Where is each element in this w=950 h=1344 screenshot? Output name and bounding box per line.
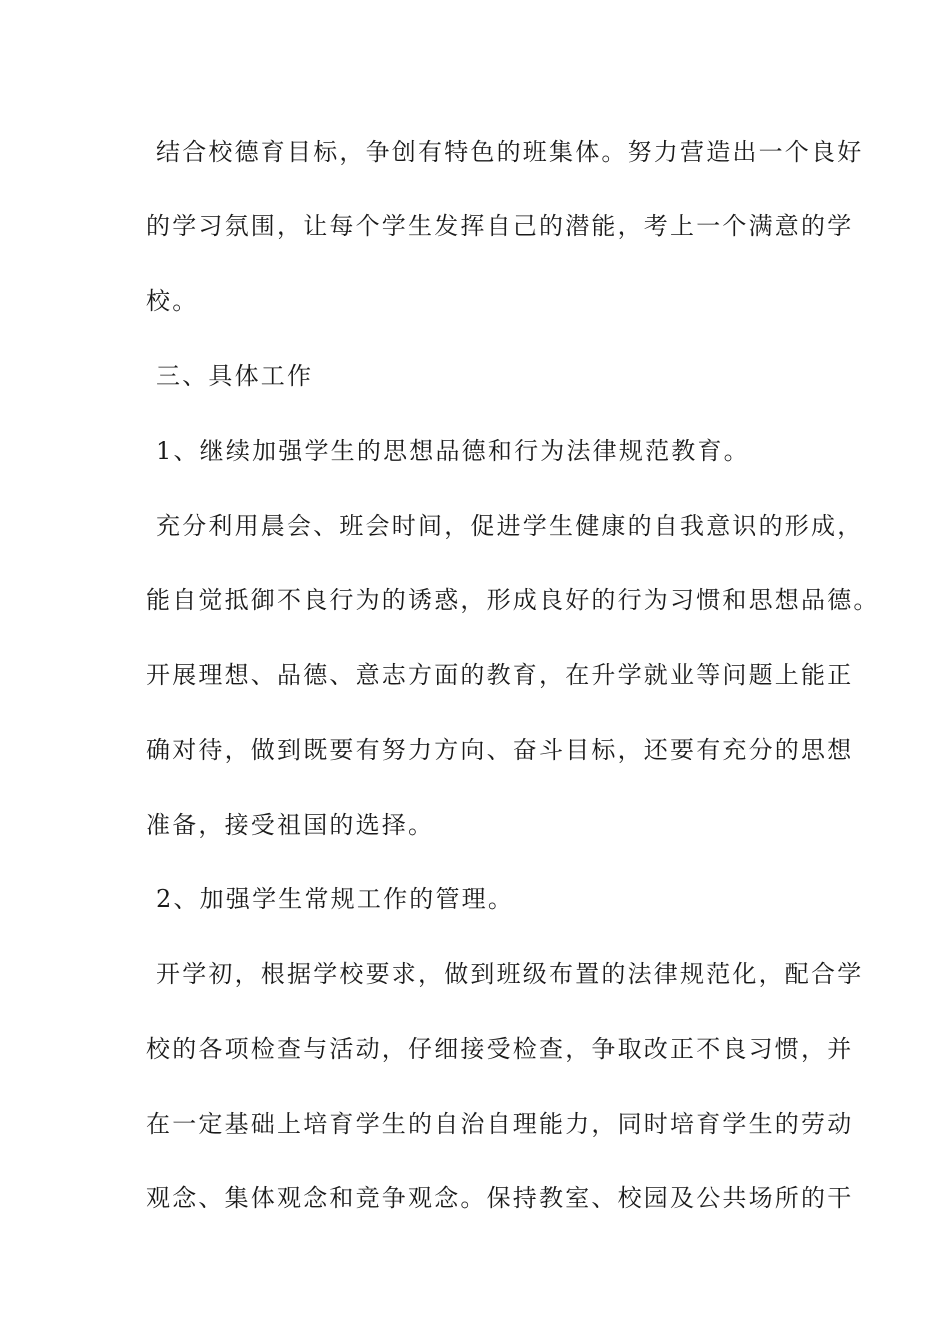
paragraph-line: 准备，接受祖国的选择。: [146, 811, 435, 839]
paragraph-line: 观念、集体观念和竞争观念。保持教室、校园及公共场所的干: [146, 1184, 854, 1212]
paragraph-line: 开展理想、品德、意志方面的教育，在升学就业等问题上能正: [146, 661, 854, 689]
paragraph-line: 确对待，做到既要有努力方向、奋斗目标，还要有充分的思想: [146, 736, 854, 764]
paragraph-line: 的学习氛围，让每个学生发挥自己的潜能，考上一个满意的学: [146, 212, 854, 240]
paragraph-line: 在一定基础上培育学生的自治自理能力，同时培育学生的劳动: [146, 1110, 854, 1138]
subsection-heading: 1、继续加强学生的思想品德和行为法律规范教育。: [156, 437, 750, 465]
paragraph-line: 结合校德育目标，争创有特色的班集体。努力营造出一个良好: [156, 138, 864, 166]
paragraph-line: 校。: [146, 287, 199, 315]
section-heading: 三、具体工作: [156, 362, 314, 390]
paragraph-line: 校的各项检查与活动，仔细接受检查，争取改正不良习惯，并: [146, 1035, 854, 1063]
paragraph-line: 开学初，根据学校要求，做到班级布置的法律规范化，配合学: [156, 960, 864, 988]
subsection-heading: 2、加强学生常规工作的管理。: [156, 885, 515, 913]
paragraph-line: 充分利用晨会、班会时间，促进学生健康的自我意识的形成，: [156, 512, 864, 540]
paragraph-line: 能自觉抵御不良行为的诱惑，形成良好的行为习惯和思想品德。: [146, 586, 880, 614]
